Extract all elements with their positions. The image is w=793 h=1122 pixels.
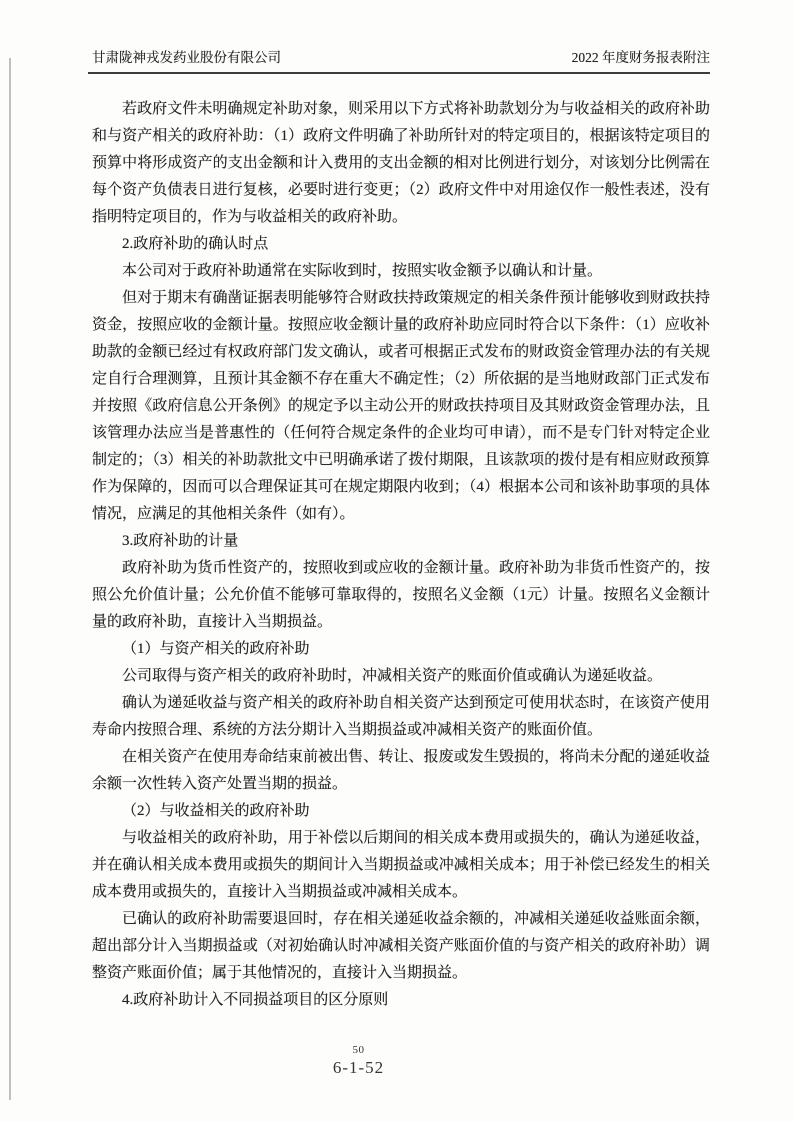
paragraph: 与收益相关的政府补助，用于补偿以后期间的相关成本费用或损失的，确认为递延收益，并在确认相关成本费用或损失的期间计入当期损益或冲减相关成本；用于补偿已经发生的相关成本费用或损失的，直接计入当期损益或冲减相关成本。: [92, 830, 710, 900]
footer-page-number: 50: [352, 1044, 365, 1056]
paragraph: 公司取得与资产相关的政府补助时，冲减相关资产的账面价值或确认为递延收益。: [122, 668, 663, 684]
paragraph: 若政府文件未明确规定补助对象，则采用以下方式将补助款划分为与收益相关的政府补助和与资产相关的政府补助：（1）政府文件明确了补助所针对的特定项目的，根据该特定项目的预算中将形成资产的支出金额和计入费用的支出金额的相对比例进行划分，对该划分比例需在每个资产负债表日进行复核，必要时进行变更；（2）政府文件中对用途仅作一般性表述，没有指明特定项目的，作为与收益相关的政府补助。: [92, 101, 710, 225]
paragraph: 确认为递延收益与资产相关的政府补助自相关资产达到预定可使用状态时，在该资产使用寿命内按照合理、系统的方法分期计入当期损益或冲减相关资产的账面价值。: [92, 695, 710, 738]
page-footer: [0, 1044, 755, 1078]
paragraph: 本公司对于政府补助通常在实际收到时，按照实收金额予以确认和计量。: [122, 263, 603, 279]
document-body: [92, 96, 710, 1014]
section-heading: 3.政府补助的计量: [122, 533, 239, 549]
footer-page-code: 6-1-52: [332, 1058, 385, 1077]
page-header: [92, 46, 710, 66]
header-divider: [88, 72, 710, 74]
scan-edge-artifact: [9, 58, 11, 1100]
sub-heading: （2）与收益相关的政府补助: [122, 803, 310, 819]
paragraph: 已确认的政府补助需要退回时，存在相关递延收益余额的，冲减相关递延收益账面余额，超出部分计入当期损益或（对初始确认时冲减相关资产账面价值的与资产相关的政府补助）调整资产账面价值；属于其他情况的，直接计入当期损益。: [92, 911, 710, 981]
header-report-title: 2022 年度财务报表附注: [571, 50, 710, 65]
section-heading: 4.政府补助计入不同损益项目的区分原则: [122, 992, 389, 1008]
paragraph: 但对于期末有确凿证据表明能够符合财政扶持政策规定的相关条件预计能够收到财政扶持资金，按照应收的金额计量。按照应收金额计量的政府补助应同时符合以下条件：（1）应收补助款的金额已经过有权政府部门发文确认，或者可根据正式发布的财政资金管理办法的有关规定自行合理测算，且预计其金额不存在重大不确定性；（2）所依据的是当地财政部门正式发布并按照《政府信息公开条例》的规定予以主动公开的财政扶持项目及其财政资金管理办法，且该管理办法应当是普惠性的（任何符合规定条件的企业均可申请），而不是专门针对特定企业制定的；（3）相关的补助款批文中已明确承诺了拨付期限，且该款项的拨付是有相应财政预算作为保障的，因而可以合理保证其可在规定期限内收到；（4）根据本公司和该补助事项的具体情况，应满足的其他相关条件（如有）。: [92, 290, 710, 522]
paragraph: 政府补助为货币性资产的，按照收到或应收的金额计量。政府补助为非货币性资产的，按照公允价值计量；公允价值不能够可靠取得的，按照名义金额（1元）计量。按照名义金额计量的政府补助，直接计入当期损益。: [92, 560, 710, 630]
header-company-name: 甘肃陇神戎发药业股份有限公司: [92, 50, 281, 65]
section-heading: 2.政府补助的确认时点: [122, 236, 269, 252]
sub-heading: （1）与资产相关的政府补助: [122, 641, 310, 657]
paragraph: 在相关资产在使用寿命结束前被出售、转让、报废或发生毁损的，将尚未分配的递延收益余额一次性转入资产处置当期的损益。: [92, 749, 710, 792]
